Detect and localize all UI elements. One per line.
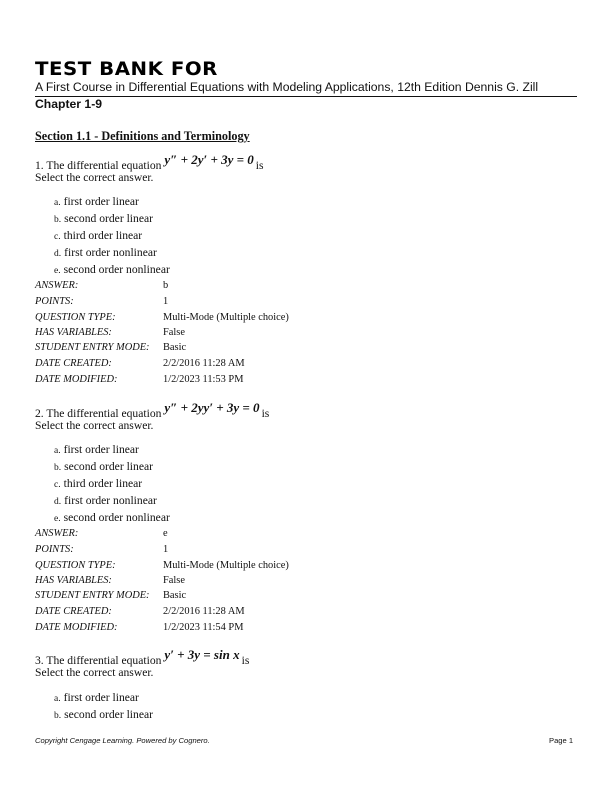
- question-stem-text: 2. The differential equation: [35, 407, 162, 420]
- question-equation: y′ + 3y = sin x: [164, 647, 240, 662]
- meta-label-student-entry-mode: STUDENT ENTRY MODE:: [35, 342, 150, 353]
- choice-letter: a.: [54, 446, 61, 456]
- meta-value-date-created: 2/2/2016 11:28 AM: [163, 606, 245, 617]
- question-equation: y″ + 2y′ + 3y = 0: [164, 152, 254, 167]
- meta-label-answer: ANSWER:: [35, 280, 79, 291]
- choice-text: second order linear: [64, 460, 153, 473]
- question-stem-end: is: [255, 159, 264, 172]
- question-3-prompt: Select the correct answer.: [35, 666, 154, 679]
- meta-label-date-created: DATE CREATED:: [35, 606, 112, 617]
- meta-value-answer: e: [163, 528, 168, 539]
- choice-text: second order linear: [64, 708, 153, 721]
- meta-value-question-type: Multi-Mode (Multiple choice): [163, 312, 289, 323]
- question-1-prompt: Select the correct answer.: [35, 171, 154, 184]
- choice-text: third order linear: [63, 229, 143, 242]
- choice-letter: e.: [54, 514, 61, 524]
- choice-letter: b.: [54, 463, 62, 473]
- choice-text: first order linear: [63, 195, 139, 208]
- choice-text: second order nonlinear: [63, 511, 170, 524]
- choice-item[interactable]: [54, 460, 153, 473]
- choice-letter: a.: [54, 694, 61, 704]
- choice-item[interactable]: [54, 246, 157, 259]
- choice-item[interactable]: [54, 212, 153, 225]
- meta-label-student-entry-mode: STUDENT ENTRY MODE:: [35, 590, 150, 601]
- choice-text: second order nonlinear: [63, 263, 170, 276]
- question-equation: y″ + 2yy′ + 3y = 0: [164, 400, 260, 415]
- book-subtitle: A First Course in Differential Equations with Modeling Applications, 12th Edition Dennis G. Zill: [35, 80, 539, 94]
- choice-text: first order nonlinear: [64, 246, 157, 259]
- meta-label-date-created: DATE CREATED:: [35, 358, 112, 369]
- question-stem-text: 3. The differential equation: [35, 654, 162, 667]
- banner-title: TEST BANK FOR: [35, 58, 218, 80]
- choice-letter: a.: [54, 198, 61, 208]
- meta-label-has-variables: HAS VARIABLES:: [35, 327, 112, 338]
- choice-text: third order linear: [63, 477, 143, 490]
- question-stem-end: is: [241, 654, 250, 667]
- choice-item[interactable]: [54, 263, 170, 276]
- choice-letter: d.: [54, 497, 62, 507]
- header-rule: [35, 96, 577, 97]
- choice-item[interactable]: [54, 511, 170, 524]
- meta-value-date-modified: 1/2/2023 11:54 PM: [163, 622, 244, 633]
- question-2-prompt: Select the correct answer.: [35, 419, 154, 432]
- choice-text: second order linear: [64, 212, 153, 225]
- meta-label-date-modified: DATE MODIFIED:: [35, 622, 118, 633]
- meta-label-question-type: QUESTION TYPE:: [35, 312, 116, 323]
- choice-text: first order linear: [63, 443, 139, 456]
- meta-label-question-type: QUESTION TYPE:: [35, 560, 116, 571]
- choice-text: first order nonlinear: [64, 494, 157, 507]
- choice-letter: e.: [54, 266, 61, 276]
- meta-label-date-modified: DATE MODIFIED:: [35, 374, 118, 385]
- choice-letter: b.: [54, 215, 62, 225]
- choice-item[interactable]: [54, 691, 139, 704]
- meta-value-question-type: Multi-Mode (Multiple choice): [163, 560, 289, 571]
- meta-value-has-variables: False: [163, 575, 185, 586]
- choice-letter: b.: [54, 711, 62, 721]
- choice-item[interactable]: [54, 229, 142, 242]
- question-stem-text: 1. The differential equation: [35, 159, 162, 172]
- choice-item[interactable]: [54, 708, 153, 721]
- choice-item[interactable]: [54, 443, 139, 456]
- meta-value-has-variables: False: [163, 327, 185, 338]
- meta-value-student-entry-mode: Basic: [163, 590, 187, 601]
- choice-letter: d.: [54, 249, 62, 259]
- choice-text: first order linear: [63, 691, 139, 704]
- meta-value-answer: b: [163, 280, 169, 291]
- choice-item[interactable]: [54, 477, 142, 490]
- meta-value-points: 1: [163, 544, 169, 555]
- meta-label-points: POINTS:: [35, 544, 74, 555]
- footer-copyright: Copyright Cengage Learning. Powered by Cognero.: [35, 736, 210, 745]
- choice-letter: c.: [54, 480, 61, 490]
- chapter-label: Chapter 1-9: [35, 97, 103, 111]
- question-stem-end: is: [261, 407, 270, 420]
- meta-label-points: POINTS:: [35, 296, 74, 307]
- choice-item[interactable]: [54, 195, 139, 208]
- choice-letter: c.: [54, 232, 61, 242]
- section-title: Section 1.1 - Definitions and Terminology: [35, 129, 250, 143]
- page-number: Page 1: [549, 736, 574, 745]
- choice-item[interactable]: [54, 494, 157, 507]
- meta-value-points: 1: [163, 296, 169, 307]
- meta-label-answer: ANSWER:: [35, 528, 79, 539]
- meta-label-has-variables: HAS VARIABLES:: [35, 575, 112, 586]
- meta-value-date-modified: 1/2/2023 11:53 PM: [163, 374, 244, 385]
- meta-value-date-created: 2/2/2016 11:28 AM: [163, 358, 245, 369]
- meta-value-student-entry-mode: Basic: [163, 342, 187, 353]
